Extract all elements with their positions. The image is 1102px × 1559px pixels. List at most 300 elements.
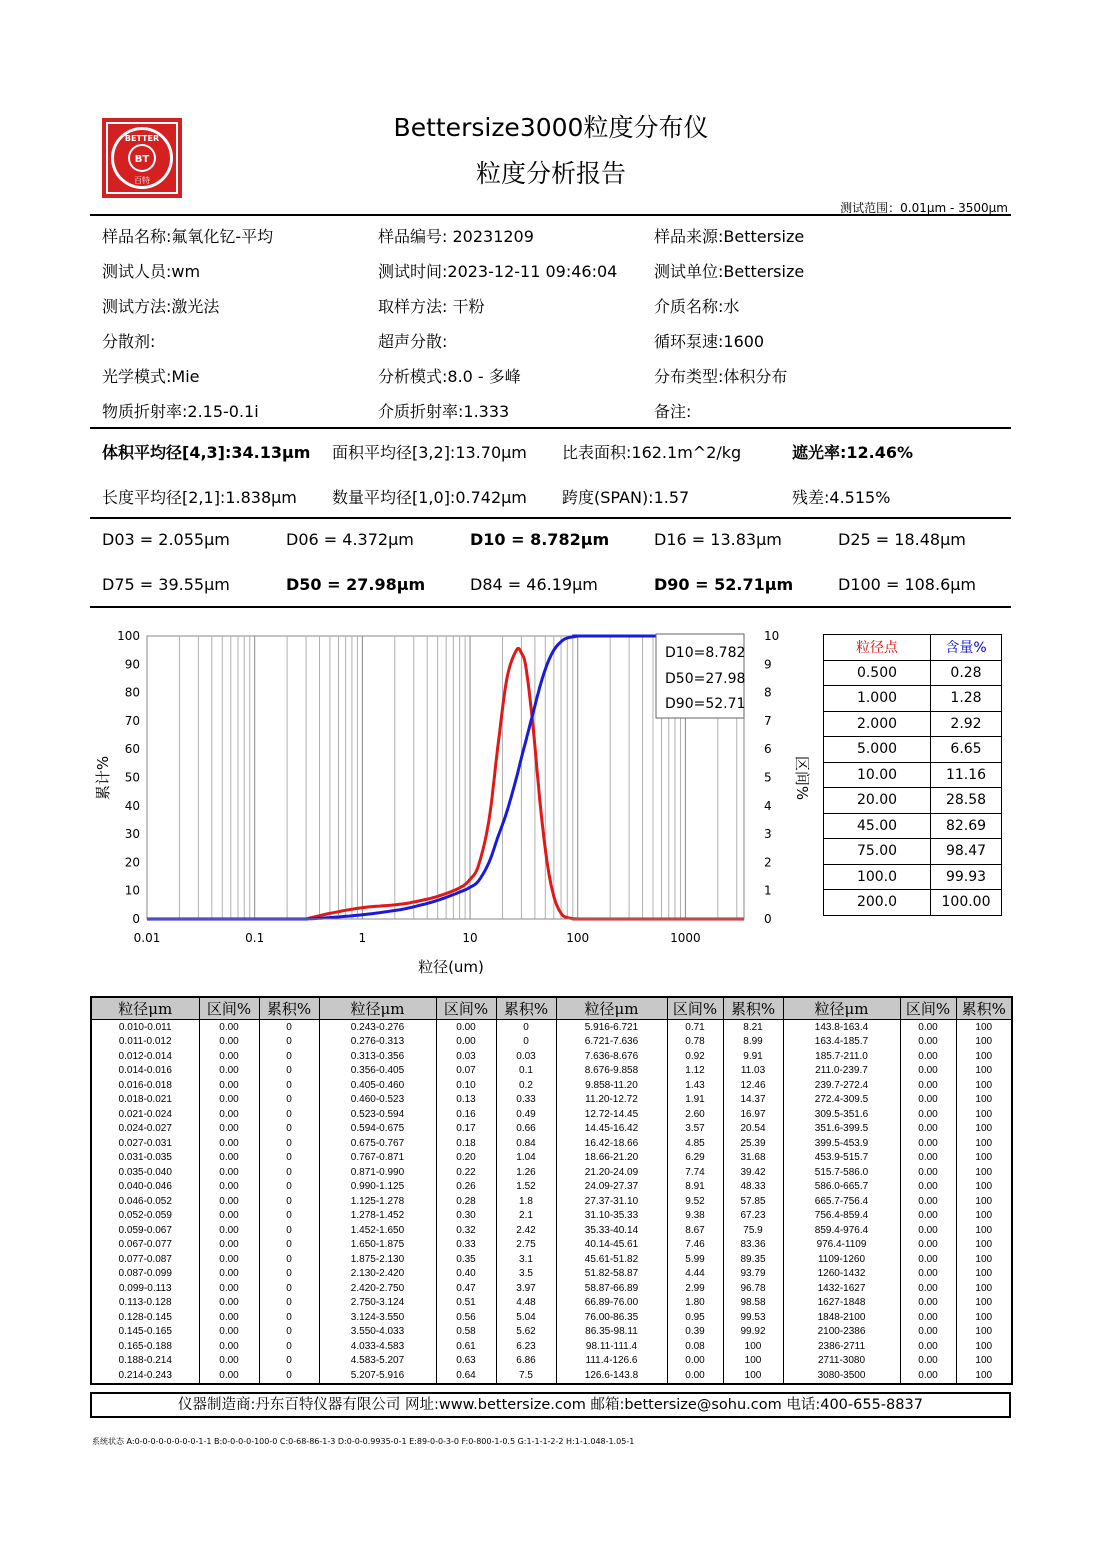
info-distribution-type: 分布类型:体积分布 bbox=[654, 367, 788, 386]
table-cell: 8.91 bbox=[667, 1180, 723, 1195]
d16-value: D16 = 13.83μm bbox=[654, 530, 782, 549]
table-row bbox=[91, 1296, 1012, 1311]
table-row bbox=[91, 1035, 1012, 1050]
table-cell: 1.875-2.130 bbox=[319, 1252, 436, 1267]
table-row bbox=[91, 1267, 1012, 1282]
table-cell: 100 bbox=[956, 1151, 1012, 1166]
table-cell: 18.66-21.20 bbox=[556, 1151, 667, 1166]
d90-value: D90 = 52.71μm bbox=[654, 575, 794, 594]
particle-size-chart bbox=[85, 620, 825, 985]
table-cell: 0.014-0.016 bbox=[91, 1064, 199, 1079]
distribution-header-cell: 累积% bbox=[956, 997, 1012, 1020]
table-cell: 515.7-586.0 bbox=[783, 1165, 900, 1180]
table-cell: 0.00 bbox=[900, 1122, 956, 1137]
table-cell: 1.8 bbox=[496, 1194, 556, 1209]
table-cell: 0.00 bbox=[900, 1020, 956, 1035]
table-cell: 1.452-1.650 bbox=[319, 1223, 436, 1238]
table-cell: 1.43 bbox=[667, 1078, 723, 1093]
table-cell: 0.027-0.031 bbox=[91, 1136, 199, 1151]
table-cell: 0.059-0.067 bbox=[91, 1223, 199, 1238]
distribution-header-cell: 粒径μm bbox=[319, 997, 436, 1020]
table-cell: 100 bbox=[956, 1020, 1012, 1035]
table-cell: 0.021-0.024 bbox=[91, 1107, 199, 1122]
table-cell: 100 bbox=[956, 1209, 1012, 1224]
table-cell: 0 bbox=[259, 1238, 319, 1253]
table-row bbox=[91, 1064, 1012, 1079]
table-cell: 51.82-58.87 bbox=[556, 1267, 667, 1282]
stat-area-mean: 面积平均径[3,2]:13.70μm bbox=[332, 443, 527, 462]
distribution-header-cell: 累积% bbox=[259, 997, 319, 1020]
table-cell: 14.45-16.42 bbox=[556, 1122, 667, 1137]
logo-center-text: BT bbox=[134, 154, 150, 165]
table-cell: 756.4-859.4 bbox=[783, 1209, 900, 1224]
table-cell: 0.012-0.014 bbox=[91, 1049, 199, 1064]
table-cell: 0.00 bbox=[199, 1354, 259, 1369]
info-sampling-method: 取样方法: 干粉 bbox=[378, 297, 485, 316]
table-cell: 76.00-86.35 bbox=[556, 1310, 667, 1325]
table-cell: 0 bbox=[259, 1339, 319, 1354]
table-cell: 0.00 bbox=[199, 1194, 259, 1209]
y-right-tick-label: 7 bbox=[764, 713, 772, 728]
distribution-header-cell: 累积% bbox=[496, 997, 556, 1020]
table-row bbox=[91, 1368, 1012, 1384]
table-cell: 0.61 bbox=[436, 1339, 496, 1354]
point-table-row bbox=[824, 864, 1002, 890]
table-cell: 0.22 bbox=[436, 1165, 496, 1180]
info-remarks: 备注: bbox=[654, 402, 692, 421]
table-cell: 93.79 bbox=[723, 1267, 783, 1282]
table-cell: 0.313-0.356 bbox=[319, 1049, 436, 1064]
info-test-unit: 测试单位:Bettersize bbox=[654, 262, 805, 281]
x-tick-label: 1000 bbox=[670, 931, 701, 945]
table-cell: 1.12 bbox=[667, 1064, 723, 1079]
info-medium: 介质名称:水 bbox=[654, 297, 740, 316]
table-cell: 3.57 bbox=[667, 1122, 723, 1137]
point-table-header bbox=[824, 635, 1002, 661]
table-cell: 0 bbox=[259, 1151, 319, 1166]
table-cell: 31.10-35.33 bbox=[556, 1209, 667, 1224]
table-cell: 0.016-0.018 bbox=[91, 1078, 199, 1093]
point-table-row bbox=[824, 839, 1002, 865]
table-cell: 0.00 bbox=[900, 1165, 956, 1180]
table-cell: 0.00 bbox=[900, 1296, 956, 1311]
table-cell: 0.39 bbox=[667, 1325, 723, 1340]
point-table-cell: 6.65 bbox=[931, 737, 1002, 763]
table-cell: 0.95 bbox=[667, 1310, 723, 1325]
distribution-header-cell: 区间% bbox=[436, 997, 496, 1020]
table-cell: 0.56 bbox=[436, 1310, 496, 1325]
table-cell: 2.99 bbox=[667, 1281, 723, 1296]
table-cell: 1.26 bbox=[496, 1165, 556, 1180]
table-cell: 0.00 bbox=[900, 1310, 956, 1325]
y-left-tick-label: 60 bbox=[124, 742, 140, 757]
table-cell: 100 bbox=[723, 1368, 783, 1384]
y-left-tick-label: 100 bbox=[117, 629, 140, 643]
table-cell: 0.052-0.059 bbox=[91, 1209, 199, 1224]
table-cell: 0.17 bbox=[436, 1122, 496, 1137]
table-cell: 0.00 bbox=[900, 1368, 956, 1384]
table-cell: 2.420-2.750 bbox=[319, 1281, 436, 1296]
table-cell: 0.00 bbox=[900, 1107, 956, 1122]
point-table-row bbox=[824, 813, 1002, 839]
y-right-axis-label: 区间% bbox=[793, 755, 811, 801]
table-cell: 45.61-51.82 bbox=[556, 1252, 667, 1267]
table-cell: 0.00 bbox=[900, 1325, 956, 1340]
table-cell: 0.00 bbox=[199, 1310, 259, 1325]
table-cell: 0.024-0.027 bbox=[91, 1122, 199, 1137]
table-cell: 0.49 bbox=[496, 1107, 556, 1122]
table-cell: 0.523-0.594 bbox=[319, 1107, 436, 1122]
table-cell: 0.00 bbox=[900, 1064, 956, 1079]
distribution-table bbox=[90, 996, 1013, 1385]
table-cell: 2.75 bbox=[496, 1238, 556, 1253]
d75-value: D75 = 39.55μm bbox=[102, 575, 230, 594]
table-cell: 0.067-0.077 bbox=[91, 1238, 199, 1253]
d10-value: D10 = 8.782μm bbox=[470, 530, 610, 549]
table-cell: 0.33 bbox=[436, 1238, 496, 1253]
table-cell: 100 bbox=[956, 1093, 1012, 1108]
point-table-cell: 20.00 bbox=[824, 788, 931, 814]
table-cell: 9.858-11.20 bbox=[556, 1078, 667, 1093]
point-table-cell: 28.58 bbox=[931, 788, 1002, 814]
table-cell: 11.03 bbox=[723, 1064, 783, 1079]
point-table-cell: 100.00 bbox=[931, 890, 1002, 916]
table-cell: 75.9 bbox=[723, 1223, 783, 1238]
table-cell: 6.23 bbox=[496, 1339, 556, 1354]
table-cell: 2.42 bbox=[496, 1223, 556, 1238]
table-cell: 20.54 bbox=[723, 1122, 783, 1137]
table-row bbox=[91, 1093, 1012, 1108]
table-cell: 31.68 bbox=[723, 1151, 783, 1166]
y-left-tick-label: 30 bbox=[124, 827, 140, 842]
table-cell: 5.62 bbox=[496, 1325, 556, 1340]
table-cell: 0.66 bbox=[496, 1122, 556, 1137]
point-table-cell: 99.93 bbox=[931, 864, 1002, 890]
table-cell: 0.018-0.021 bbox=[91, 1093, 199, 1108]
table-cell: 9.38 bbox=[667, 1209, 723, 1224]
table-cell: 58.87-66.89 bbox=[556, 1281, 667, 1296]
table-cell: 309.5-351.6 bbox=[783, 1107, 900, 1122]
table-cell: 1848-2100 bbox=[783, 1310, 900, 1325]
table-cell: 126.6-143.8 bbox=[556, 1368, 667, 1384]
table-row bbox=[91, 1078, 1012, 1093]
table-cell: 0.00 bbox=[900, 1035, 956, 1050]
table-cell: 0.087-0.099 bbox=[91, 1267, 199, 1282]
distribution-header-cell: 区间% bbox=[900, 997, 956, 1020]
d100-value: D100 = 108.6μm bbox=[838, 575, 977, 594]
info-analysis-mode: 分析模式:8.0 - 多峰 bbox=[378, 367, 521, 386]
table-cell: 0.00 bbox=[199, 1296, 259, 1311]
table-cell: 0.00 bbox=[900, 1180, 956, 1195]
table-cell: 0.00 bbox=[199, 1107, 259, 1122]
table-cell: 351.6-399.5 bbox=[783, 1122, 900, 1137]
table-cell: 0.214-0.243 bbox=[91, 1368, 199, 1384]
table-cell: 99.92 bbox=[723, 1325, 783, 1340]
table-cell: 0.00 bbox=[199, 1238, 259, 1253]
table-cell: 0.08 bbox=[667, 1339, 723, 1354]
y-right-tick-label: 6 bbox=[764, 742, 772, 757]
x-tick-labels bbox=[134, 931, 701, 945]
table-cell: 0.00 bbox=[199, 1064, 259, 1079]
table-cell: 11.20-12.72 bbox=[556, 1093, 667, 1108]
table-cell: 0.58 bbox=[436, 1325, 496, 1340]
legend-d10: D10=8.782 bbox=[665, 645, 746, 661]
table-cell: 0.077-0.087 bbox=[91, 1252, 199, 1267]
table-cell: 100 bbox=[956, 1325, 1012, 1340]
table-cell: 0.00 bbox=[199, 1325, 259, 1340]
table-cell: 272.4-309.5 bbox=[783, 1093, 900, 1108]
table-cell: 0.00 bbox=[900, 1252, 956, 1267]
table-cell: 0.00 bbox=[199, 1049, 259, 1064]
table-cell: 100 bbox=[956, 1107, 1012, 1122]
table-cell: 0.00 bbox=[199, 1020, 259, 1035]
table-cell: 0 bbox=[259, 1310, 319, 1325]
table-cell: 2100-2386 bbox=[783, 1325, 900, 1340]
table-cell: 0.35 bbox=[436, 1252, 496, 1267]
table-row bbox=[91, 1122, 1012, 1137]
plot-area bbox=[147, 636, 744, 919]
point-table-row bbox=[824, 686, 1002, 712]
table-cell: 4.033-4.583 bbox=[319, 1339, 436, 1354]
table-cell: 0.78 bbox=[667, 1035, 723, 1050]
table-cell: 6.721-7.636 bbox=[556, 1035, 667, 1050]
info-sample-id: 样品编号: 20231209 bbox=[378, 227, 534, 246]
table-cell: 100 bbox=[956, 1267, 1012, 1282]
table-cell: 0 bbox=[259, 1296, 319, 1311]
table-cell: 1432-1627 bbox=[783, 1281, 900, 1296]
table-cell: 1260-1432 bbox=[783, 1267, 900, 1282]
d25-value: D25 = 18.48μm bbox=[838, 530, 966, 549]
table-cell: 0.00 bbox=[900, 1078, 956, 1093]
point-table-cell: 10.00 bbox=[824, 762, 931, 788]
point-table-row bbox=[824, 737, 1002, 763]
table-cell: 8.676-9.858 bbox=[556, 1064, 667, 1079]
table-cell: 25.39 bbox=[723, 1136, 783, 1151]
table-cell: 0.010-0.011 bbox=[91, 1020, 199, 1035]
y-right-tick-label: 4 bbox=[764, 798, 772, 813]
info-optical-mode: 光学模式:Mie bbox=[102, 367, 200, 386]
y-left-tick-label: 80 bbox=[124, 685, 140, 700]
table-cell: 0.30 bbox=[436, 1209, 496, 1224]
point-table-cell: 2.92 bbox=[931, 711, 1002, 737]
table-cell: 0.00 bbox=[199, 1078, 259, 1093]
table-cell: 98.58 bbox=[723, 1296, 783, 1311]
table-cell: 100 bbox=[723, 1354, 783, 1369]
table-cell: 0.33 bbox=[496, 1093, 556, 1108]
table-cell: 0 bbox=[496, 1020, 556, 1035]
table-cell: 0.00 bbox=[199, 1281, 259, 1296]
table-cell: 0.990-1.125 bbox=[319, 1180, 436, 1195]
table-cell: 211.0-239.7 bbox=[783, 1064, 900, 1079]
divider bbox=[90, 517, 1011, 519]
table-cell: 0.040-0.046 bbox=[91, 1180, 199, 1195]
table-cell: 0 bbox=[259, 1354, 319, 1369]
table-cell: 0.594-0.675 bbox=[319, 1122, 436, 1137]
point-table-cell: 100.0 bbox=[824, 864, 931, 890]
table-cell: 2.750-3.124 bbox=[319, 1296, 436, 1311]
report-subtitle: 粒度分析报告 bbox=[475, 159, 626, 188]
d06-value: D06 = 4.372μm bbox=[286, 530, 414, 549]
y-right-tick-label: 5 bbox=[764, 770, 772, 785]
table-cell: 0.40 bbox=[436, 1267, 496, 1282]
table-cell: 0.20 bbox=[436, 1151, 496, 1166]
d84-value: D84 = 46.19μm bbox=[470, 575, 598, 594]
table-cell: 0.00 bbox=[199, 1267, 259, 1282]
table-cell: 111.4-126.6 bbox=[556, 1354, 667, 1369]
y-right-tick-label: 1 bbox=[764, 883, 772, 898]
table-cell: 0.07 bbox=[436, 1064, 496, 1079]
table-cell: 0.10 bbox=[436, 1078, 496, 1093]
table-cell: 0.188-0.214 bbox=[91, 1354, 199, 1369]
table-cell: 7.74 bbox=[667, 1165, 723, 1180]
info-pump-speed: 循环泵速:1600 bbox=[654, 332, 765, 351]
table-cell: 1.278-1.452 bbox=[319, 1209, 436, 1224]
table-cell: 0.84 bbox=[496, 1136, 556, 1151]
table-cell: 6.29 bbox=[667, 1151, 723, 1166]
table-cell: 7.5 bbox=[496, 1368, 556, 1384]
table-cell: 0.00 bbox=[900, 1281, 956, 1296]
table-cell: 453.9-515.7 bbox=[783, 1151, 900, 1166]
table-cell: 4.44 bbox=[667, 1267, 723, 1282]
table-cell: 0.28 bbox=[436, 1194, 496, 1209]
distribution-header-cell: 累积% bbox=[723, 997, 783, 1020]
table-cell: 7.636-8.676 bbox=[556, 1049, 667, 1064]
table-cell: 27.37-31.10 bbox=[556, 1194, 667, 1209]
table-cell: 57.85 bbox=[723, 1194, 783, 1209]
table-cell: 0.00 bbox=[900, 1339, 956, 1354]
stat-volume-mean: 体积平均径[4,3]:34.13μm bbox=[102, 443, 311, 462]
table-row bbox=[91, 1310, 1012, 1325]
table-cell: 100 bbox=[956, 1339, 1012, 1354]
point-table-cell: 45.00 bbox=[824, 813, 931, 839]
table-cell: 0.00 bbox=[199, 1368, 259, 1384]
table-cell: 100 bbox=[723, 1339, 783, 1354]
table-cell: 7.46 bbox=[667, 1238, 723, 1253]
table-cell: 399.5-453.9 bbox=[783, 1136, 900, 1151]
table-cell: 66.89-76.00 bbox=[556, 1296, 667, 1311]
table-cell: 100 bbox=[956, 1354, 1012, 1369]
stat-specific-surface: 比表面积:162.1m^2/kg bbox=[562, 443, 742, 462]
info-test-time: 测试时间:2023-12-11 09:46:04 bbox=[378, 262, 618, 281]
table-cell: 3080-3500 bbox=[783, 1368, 900, 1384]
table-cell: 48.33 bbox=[723, 1180, 783, 1195]
y-left-tick-label: 0 bbox=[132, 912, 140, 926]
info-ultrasonic: 超声分散: bbox=[378, 332, 448, 351]
table-cell: 0.00 bbox=[667, 1368, 723, 1384]
legend-d90: D90=52.71 bbox=[665, 696, 746, 712]
point-table-cell: 1.000 bbox=[824, 686, 931, 712]
table-cell: 0.00 bbox=[199, 1209, 259, 1224]
legend-d50: D50=27.98 bbox=[665, 671, 746, 687]
table-cell: 0.356-0.405 bbox=[319, 1064, 436, 1079]
table-cell: 100 bbox=[956, 1194, 1012, 1209]
table-cell: 0.035-0.040 bbox=[91, 1165, 199, 1180]
table-cell: 100 bbox=[956, 1252, 1012, 1267]
table-cell: 0.00 bbox=[199, 1093, 259, 1108]
table-cell: 3.550-4.033 bbox=[319, 1325, 436, 1340]
table-cell: 0.675-0.767 bbox=[319, 1136, 436, 1151]
table-cell: 100 bbox=[956, 1310, 1012, 1325]
table-cell: 0.00 bbox=[199, 1035, 259, 1050]
system-status: 系统状态 A:0-0-0-0-0-0-0-0-1-1 B:0-0-0-0-100-0 C:0-68-86-1-3 D:0-0-0.9935-0-1 E:89-0-0-3-0 F:0-800-1-0.5 G:1-1-1-2-2 H:1-1.048-1.05-1 bbox=[92, 1437, 635, 1446]
table-cell: 185.7-211.0 bbox=[783, 1049, 900, 1064]
table-cell: 67.23 bbox=[723, 1209, 783, 1224]
table-cell: 0.00 bbox=[900, 1049, 956, 1064]
table-cell: 0 bbox=[259, 1325, 319, 1340]
point-table-cell: 82.69 bbox=[931, 813, 1002, 839]
table-cell: 16.42-18.66 bbox=[556, 1136, 667, 1151]
x-tick-label: 10 bbox=[462, 931, 478, 945]
table-cell: 665.7-756.4 bbox=[783, 1194, 900, 1209]
table-cell: 0 bbox=[259, 1223, 319, 1238]
y-left-tick-label: 90 bbox=[124, 657, 140, 672]
table-cell: 0 bbox=[259, 1165, 319, 1180]
info-test-method: 测试方法:激光法 bbox=[102, 297, 220, 316]
table-cell: 100 bbox=[956, 1049, 1012, 1064]
table-cell: 0.32 bbox=[436, 1223, 496, 1238]
table-cell: 5.99 bbox=[667, 1252, 723, 1267]
table-cell: 14.37 bbox=[723, 1093, 783, 1108]
distribution-header-cell: 粒径μm bbox=[556, 997, 667, 1020]
table-cell: 39.42 bbox=[723, 1165, 783, 1180]
table-cell: 1.04 bbox=[496, 1151, 556, 1166]
table-cell: 21.20-24.09 bbox=[556, 1165, 667, 1180]
table-cell: 100 bbox=[956, 1238, 1012, 1253]
info-medium-ri: 介质折射率:1.333 bbox=[378, 402, 510, 421]
logo-top-text: BETTER bbox=[124, 134, 160, 143]
table-row bbox=[91, 1165, 1012, 1180]
table-cell: 2386-2711 bbox=[783, 1339, 900, 1354]
table-cell: 1.52 bbox=[496, 1180, 556, 1195]
table-cell: 0.2 bbox=[496, 1078, 556, 1093]
table-cell: 0.00 bbox=[199, 1339, 259, 1354]
table-cell: 0.00 bbox=[199, 1122, 259, 1137]
stat-residual: 残差:4.515% bbox=[792, 488, 891, 507]
table-cell: 8.99 bbox=[723, 1035, 783, 1050]
table-row bbox=[91, 1252, 1012, 1267]
info-material-ri: 物质折射率:2.15-0.1i bbox=[102, 402, 259, 421]
table-cell: 99.53 bbox=[723, 1310, 783, 1325]
table-cell: 1109-1260 bbox=[783, 1252, 900, 1267]
logo-bottom-text: 百特 bbox=[134, 176, 150, 185]
d03-value: D03 = 2.055μm bbox=[102, 530, 230, 549]
table-row bbox=[91, 1151, 1012, 1166]
table-cell: 0.00 bbox=[667, 1354, 723, 1369]
y-right-tick-label: 0 bbox=[764, 912, 772, 926]
table-cell: 0.113-0.128 bbox=[91, 1296, 199, 1311]
point-table-cell: 0.500 bbox=[824, 660, 931, 686]
table-cell: 0.1 bbox=[496, 1064, 556, 1079]
table-cell: 0.145-0.165 bbox=[91, 1325, 199, 1340]
y-left-tick-label: 50 bbox=[124, 770, 140, 785]
manufacturer-footer: 仪器制造商:丹东百特仪器有限公司 网址:www.bettersize.com 邮箱:bettersize@sohu.com 电话:400-655-8837 bbox=[90, 1392, 1011, 1418]
table-cell: 0 bbox=[259, 1093, 319, 1108]
table-cell: 0.00 bbox=[900, 1354, 956, 1369]
table-cell: 0.00 bbox=[900, 1136, 956, 1151]
table-cell: 0 bbox=[259, 1020, 319, 1035]
table-cell: 1.650-1.875 bbox=[319, 1238, 436, 1253]
point-table-header-cell: 粒径点 bbox=[824, 635, 931, 661]
table-cell: 100 bbox=[956, 1368, 1012, 1384]
table-cell: 4.583-5.207 bbox=[319, 1354, 436, 1369]
point-table-row bbox=[824, 711, 1002, 737]
table-cell: 3.124-3.550 bbox=[319, 1310, 436, 1325]
table-cell: 0.64 bbox=[436, 1368, 496, 1384]
table-cell: 8.67 bbox=[667, 1223, 723, 1238]
y-right-tick-labels bbox=[764, 629, 779, 926]
stat-length-mean: 长度平均径[2,1]:1.838μm bbox=[102, 488, 297, 507]
point-table-row bbox=[824, 762, 1002, 788]
